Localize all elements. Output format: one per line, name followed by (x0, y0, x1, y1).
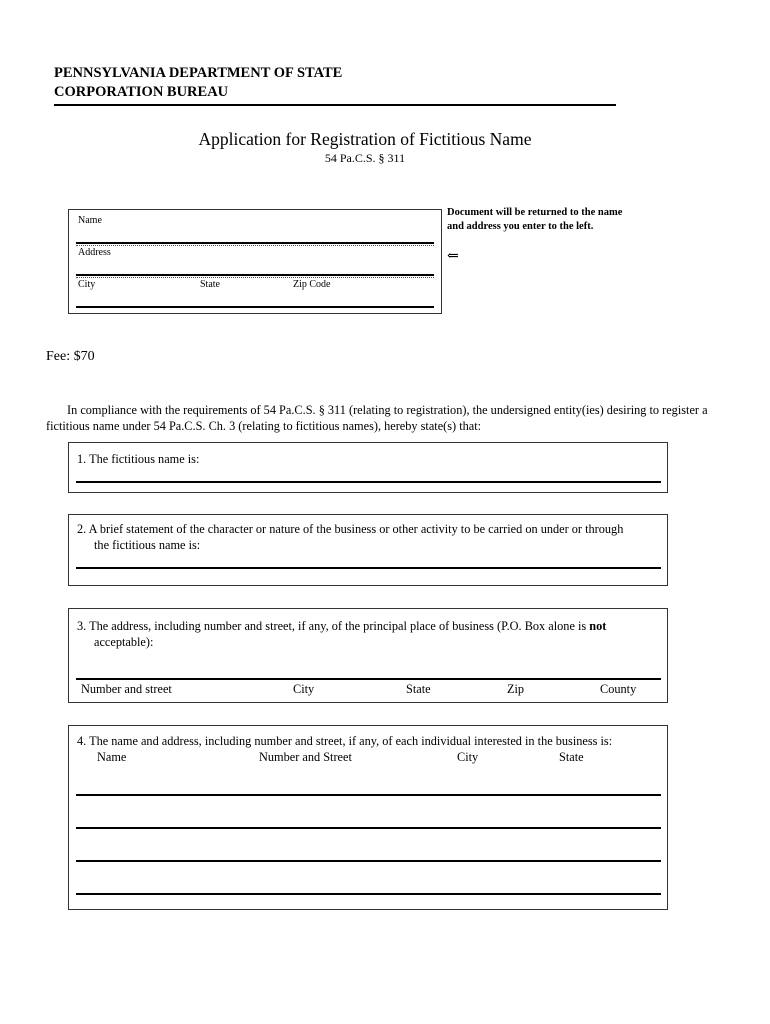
zip-code-label: Zip Code (293, 279, 331, 290)
header-divider (54, 104, 616, 106)
address-field-guide (76, 277, 434, 278)
return-address-box (68, 209, 442, 314)
section-4-box (68, 725, 668, 910)
section-3-not-emphasis: not (589, 619, 607, 633)
individual-line-4[interactable] (76, 893, 661, 895)
address-field[interactable] (76, 274, 434, 276)
column-number-and-street: Number and Street (259, 750, 352, 764)
form-title: Application for Registration of Fictitious Name (198, 129, 532, 149)
column-zip: Zip (507, 682, 525, 696)
section-2-line-1: 2. A brief statement of the character or nature of the business or other activity to be carried on under or through (77, 522, 624, 536)
section-4-text: 4. The name and address, including number and street, if any, of each individual interested in the business is: (77, 734, 613, 748)
fee-line (46, 349, 95, 365)
section-3-line-2: acceptable): (94, 635, 154, 649)
name-label: Name (78, 215, 102, 226)
address-label: Address (78, 247, 111, 258)
column-city: City (457, 750, 479, 764)
column-county: County (600, 682, 637, 696)
individual-line-3[interactable] (76, 860, 661, 862)
column-name: Name (97, 750, 127, 764)
left-arrow-icon: ⇐ (447, 249, 459, 264)
individual-line-1[interactable] (76, 794, 661, 796)
column-state: State (559, 750, 584, 764)
section-1-text: 1. The fictitious name is: (77, 452, 200, 466)
column-state: State (406, 682, 431, 696)
section-2-box (68, 514, 668, 586)
return-note: Document will be returned to the name and address you enter to the left. (447, 207, 623, 232)
fee-amount: $70 (73, 349, 95, 364)
agency-line-2: CORPORATION BUREAU (54, 84, 229, 100)
fictitious-name-field[interactable] (76, 481, 661, 483)
section-2-line-2: the fictitious name is: (94, 538, 201, 552)
fee-label: Fee: (46, 349, 71, 364)
section-1-box (68, 442, 668, 493)
individual-line-2[interactable] (76, 827, 661, 829)
section-3-line-1-text: 3. The address, including number and street, if any, of the principal place of business (P.O. Box alone is (77, 619, 590, 633)
column-city: City (293, 682, 315, 696)
column-number-and-street: Number and street (81, 682, 172, 696)
city-state-zip-field[interactable] (76, 306, 434, 308)
agency-header (54, 64, 342, 102)
business-statement-field[interactable] (76, 567, 661, 569)
state-label: State (200, 279, 220, 290)
name-field-guide (76, 245, 434, 246)
name-field[interactable] (76, 242, 434, 244)
intro-paragraph: In compliance with the requirements of 54 Pa.C.S. § 311 (relating to registration), the undersigned entity(ies) desiring to register a fictitious name under 54 Pa.C.S. Ch. 3 (relating to fictitious names), hereby state(s) that: (46, 403, 708, 433)
form-citation: 54 Pa.C.S. § 311 (324, 151, 406, 165)
agency-line-1: PENNSYLVANIA DEPARTMENT OF STATE (54, 65, 343, 81)
city-label: City (78, 279, 96, 290)
principal-address-field[interactable] (76, 678, 661, 680)
section-3-box (68, 608, 668, 703)
section-3-line-1 (77, 618, 606, 634)
